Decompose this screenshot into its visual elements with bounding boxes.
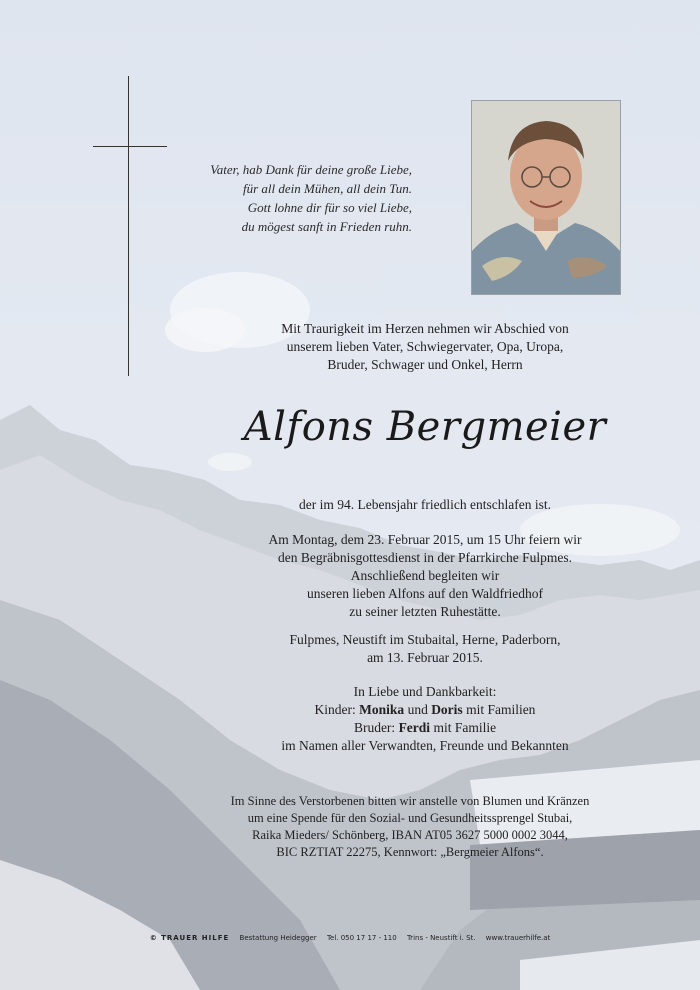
donation-line: Im Sinne des Verstorbenen bitten wir anstelle von Blumen und Kränzen	[230, 794, 590, 808]
footer-location: Trins - Neustift i. St.	[406, 934, 476, 942]
service-line: Am Montag, dem 23. Februar 2015, um 15 Uhr feiern wir	[268, 532, 582, 547]
conjunction: und	[407, 702, 428, 717]
place-line: Fulpmes, Neustift im Stubaital, Herne, Paderborn,	[289, 632, 561, 647]
service-line: Anschließend begleiten wir	[350, 568, 500, 583]
family-section	[170, 683, 680, 755]
service-line: zu seiner letzten Ruhestätte.	[349, 604, 501, 619]
verse-line: du mögest sanft in Frieden ruhn.	[241, 219, 412, 234]
footer-company: Bestattung Heidegger	[239, 934, 317, 942]
children-suffix: mit Familien	[466, 702, 536, 717]
brother-name: Ferdi	[398, 720, 431, 735]
footer-brand: © TRAUER HILFE	[149, 934, 230, 942]
family-closing: im Namen aller Verwandten, Freunde und Bekannten	[281, 738, 569, 753]
intro-line: Bruder, Schwager und Onkel, Herrn	[327, 357, 523, 372]
verse-line: Gott lohne dir für so viel Liebe,	[247, 200, 412, 215]
children-prefix: Kinder:	[314, 702, 356, 717]
family-intro: In Liebe und Dankbarkeit:	[353, 684, 497, 699]
donation-request	[140, 793, 680, 861]
donation-line: Raika Mieders/ Schönberg, IBAN AT05 3627 5000 0002 3044,	[252, 828, 568, 842]
children-line	[170, 701, 680, 719]
footer-website: www.trauerhilfe.at	[485, 934, 551, 942]
footer	[0, 934, 700, 942]
child-name: Monika	[359, 702, 405, 717]
footer-phone: Tel. 050 17 17 - 110	[326, 934, 397, 942]
donation-line: um eine Spende für den Sozial- und Gesundheitssprengel Stubai,	[247, 811, 573, 825]
intro-text	[170, 320, 680, 374]
service-line: den Begräbnisgottesdienst in der Pfarrkirche Fulpmes.	[278, 550, 572, 565]
service-details	[170, 531, 680, 621]
donation-line: BIC RZTIAT 22275, Kennwort: „Bergmeier Alfons“.	[276, 845, 544, 859]
deceased-name: Alfons Bergmeier	[243, 404, 607, 450]
portrait-photo	[471, 100, 621, 295]
memorial-verse	[150, 160, 412, 236]
brother-line	[170, 719, 680, 737]
age-line: der im 94. Lebensjahr friedlich entschlafen ist.	[299, 497, 551, 512]
child-name: Doris	[431, 702, 463, 717]
place-date	[170, 631, 680, 667]
intro-line: Mit Traurigkeit im Herzen nehmen wir Abschied von	[281, 321, 569, 336]
intro-line: unserem lieben Vater, Schwiegervater, Opa, Uropa,	[286, 339, 564, 354]
verse-line: für all dein Mühen, all dein Tun.	[243, 181, 412, 196]
date-line: am 13. Februar 2015.	[367, 650, 483, 665]
portrait-image	[472, 101, 620, 294]
cross-horizontal-bar	[93, 146, 167, 147]
brother-suffix: mit Familie	[433, 720, 497, 735]
service-line: unseren lieben Alfons auf den Waldfriedhof	[307, 586, 543, 601]
brother-prefix: Bruder:	[353, 720, 396, 735]
verse-line: Vater, hab Dank für deine große Liebe,	[210, 162, 412, 177]
cross-vertical-bar	[128, 76, 129, 376]
